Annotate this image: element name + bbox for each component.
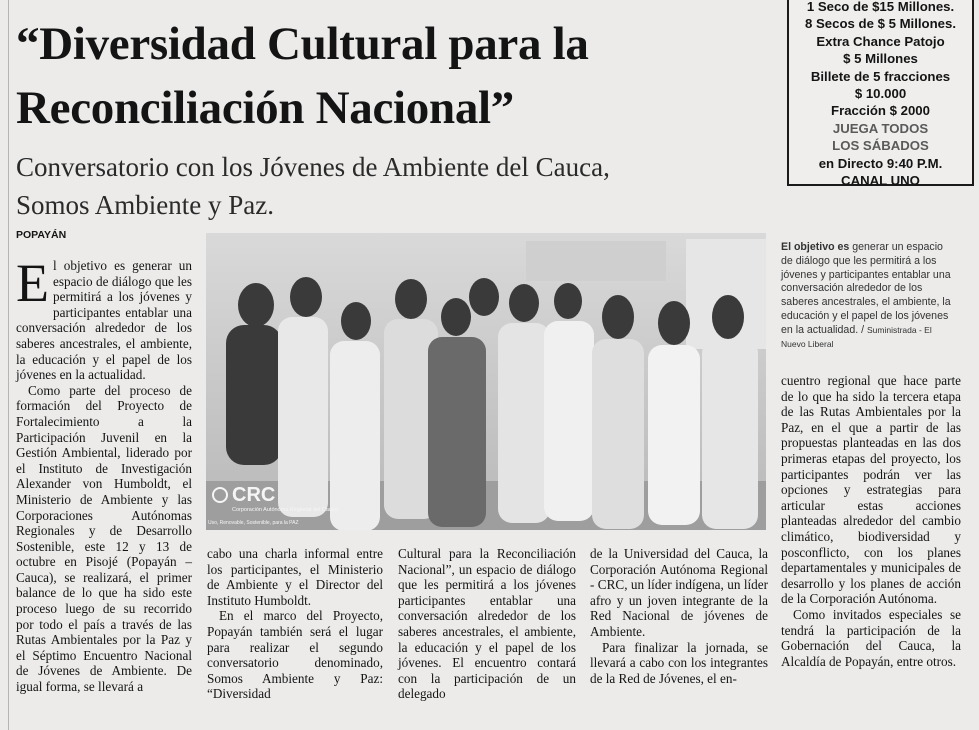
drop-cap: E [16,253,49,313]
caption-lead: El objetivo es [781,241,850,253]
article-subtitle [16,148,786,224]
paragraph: Como invitados especiales se tendrá la participación de la Gobernación del Cauca, la Alcaldía de Popayán, entre otros. [781,606,961,669]
ad-cta-line: CANAL UNO [841,173,920,189]
paragraph: cuentro regional que hace parte de lo que ha sido la tercera etapa de las Rutas Ambientales por la Paz, en el que a partir de las propuestas planteadas en las dos primeras etapas del proyecto, los participantes podrán ver las opciones y estrategias para articular estas acciones planteadas alrededor del cambio climático, biodiversidad y posconflicto, con los planes departamentales y municipales de desarrollo y los planes de acción de la Corporación Autónoma. [781,373,961,607]
paragraph: de la Universidad del Cauca, la Corporación Autónoma Regional - CRC, un líder indígena, un líder afro y un joven integrante de la Red Nacional de jóvenes de Ambiente. [590,546,768,639]
paragraph: Como parte del proceso de formación del Proyecto de Fortalecimiento a la Participación Juvenil en la Gestión Ambiental, liderado por el Instituto de Investigación Alexander von Humboldt, el Ministerio de Ambiente y las Corporaciones Autónomas Regionales y de Desarrollo Sostenible, este 12 y 13 de octubre en Pisojé (Popayán –Cauca), se realizará, el primer balance de lo que ha sido este proceso luego de su recorrido por todo el país a través de las Rutas Ambientales por la Paz y el Séptimo Encuentro Nacional de Jóvenes de Ambiente. De igual forma, se llevará a [16,382,192,695]
article-column-1 [16,253,192,695]
ad-line: Fracción $ 2000 [831,103,930,119]
article-column-4 [590,546,768,686]
logo-text: CRC [232,484,276,506]
caption-text: generar un espacio de diálogo que les permitirá a los jóvenes y participantes entablar una conversación alrededor de los saberes ancestrales, el ambiente, la educación y el papel de los jóvenes en la actualidad. / [781,241,951,336]
paragraph: cabo una charla informal entre los participantes, el Ministerio de Ambiente y el Director del Instituto Humboldt. [207,546,383,608]
paragraph [16,253,192,383]
article-column-3 [398,546,576,702]
article-column-5 [781,373,961,669]
article-column-2 [207,546,383,702]
ad-line: $ 5 Millones [843,51,918,67]
headline-line: “Diversidad Cultural para la [16,18,589,70]
paragraph-text: l objetivo es generar un espacio de diálogo que les permitirá a los jóvenes y participantes entablar una conversación alrededor de los saberes ancestrales, el ambiente, la educación y el papel de los jóvenes en la actualidad. [16,258,192,383]
ad-cta-line: JUEGA TODOS [832,120,929,136]
column-rule [8,0,9,730]
subtitle-line: Conversatorio con los Jóvenes de Ambiente del Cauca, [16,152,610,182]
subtitle-line: Somos Ambiente y Paz. [16,190,274,220]
logo-subtext: Corporación Autónoma Regional del Cauca [232,507,338,513]
photo-caption [781,241,951,351]
logo-tagline: Uso, Renovable, Sostenible, para la PAZ [208,520,299,526]
ad-line: $ 10.000 [854,86,907,102]
ad-cta-line: LOS SÁBADOS [832,138,929,154]
group-photo-image [206,233,766,530]
headline-line: Reconciliación Nacional” [16,82,515,134]
paragraph: En el marco del Proyecto, Popayán también será el lugar para realizar el segundo conversatorio denominado, Somos Ambiente y Paz: “Diversidad [207,608,383,702]
ad-cta-line: en Directo 9:40 P.M. [818,155,943,171]
photo-credit: Suministrada - El Nuevo Liberal [781,324,932,349]
group-photo [206,233,766,530]
article-dateline: POPAYÁN [16,229,67,241]
ad-line: Extra Chance Patojo [816,33,945,49]
paragraph: Para finalizar la jornada, se llevará a cabo con los integrantes de la Red de Jóvenes, el en- [590,639,768,686]
paragraph: Cultural para la Reconciliación Nacional”, un espacio de diálogo que les permitirá a los jóvenes participantes entablar una conversación alrededor de los saberes ancestrales, el ambiente, la educación y el papel de los jóvenes. El encuentro contará con la participación de un delegado [398,546,576,702]
lottery-ad-box [787,0,974,189]
ad-line: Billete de 5 fracciones [810,68,951,84]
ad-line: 8 Secos de $ 5 Millones. [805,16,956,32]
ad-line: 1 Seco de $15 Millones. [806,0,955,14]
article-headline [16,12,786,140]
